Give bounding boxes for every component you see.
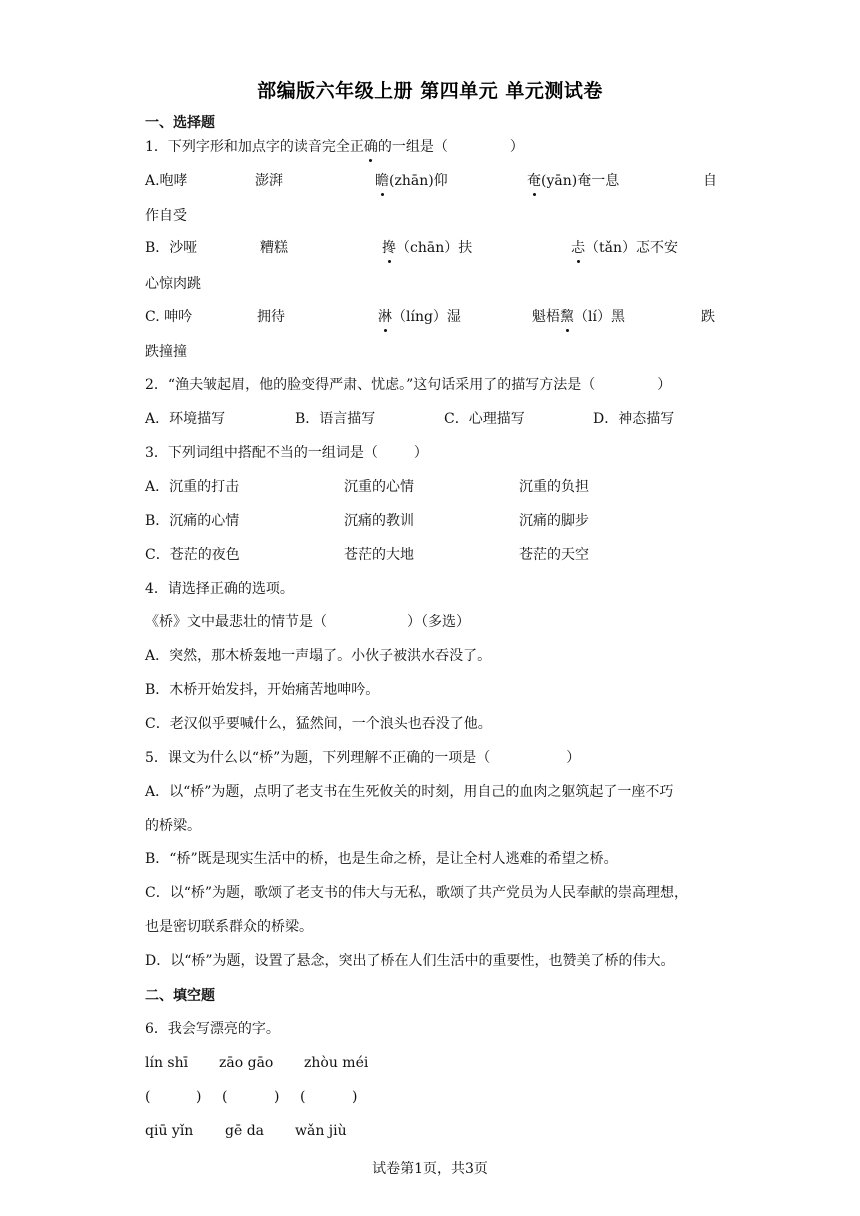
q1-option-c-word1: C. 呻吟 — [145, 309, 193, 325]
q1-option-a-word1: A.咆哮 — [145, 173, 188, 189]
pinyin-item: qiū yǐn — [145, 1123, 194, 1139]
page-footer: 试卷第1页，共3页 — [372, 1161, 488, 1177]
pinyin-item: gē da — [225, 1123, 265, 1139]
pinyin-item: lín shī — [145, 1055, 189, 1071]
pinyin-item: zhòu méi — [304, 1055, 369, 1071]
question-4-stem: 4．请选择正确的选项。 — [145, 581, 294, 597]
q1-option-b-continuation: 心惊肉跳 — [145, 276, 201, 292]
q1-option-c-word2: 拥待 — [257, 309, 285, 325]
question-5-stem: 5．课文为什么以“桥”为题，下列理解不正确的一项是（ ） — [145, 750, 581, 766]
q1-option-c-word5: 跌 — [701, 309, 715, 325]
q5-option-a-line1: A．以“桥”为题，点明了老支书在生死攸关的时刻，用自己的血肉之躯筑起了一座不巧 — [145, 784, 674, 800]
q3-option-c-word2: 苍茫的大地 — [344, 547, 414, 563]
writing-box-open-paren: ( — [222, 1089, 228, 1105]
q5-option-c-line2: 也是密切联系群众的桥梁。 — [145, 919, 313, 935]
question-2-stem: 2．“渔夫皱起眉，他的脸变得严肃、忧虑。”这句话采用了的描写方法是（ ） — [145, 377, 672, 393]
section-heading-choice: 一、选择题 — [145, 115, 215, 131]
q4-option-c: C．老汉似乎要喊什么，猛然间，一个浪头也吞没了他。 — [145, 716, 492, 732]
q3-option-c-word1: C．苍茫的夜色 — [145, 547, 240, 563]
q1-option-a-word4: 奄(yān)奄一息 — [527, 173, 620, 189]
question-3-stem: 3．下列词组中搭配不当的一组词是（ ） — [145, 445, 428, 461]
page-title: 部编版六年级上册 第四单元 单元测试卷 — [257, 80, 603, 102]
q1-option-b-word3: 搀（chān）扶 — [382, 240, 473, 256]
question-1-stem: 1．下列字形和加点字的读音完全正确的一组是（ ） — [145, 139, 524, 155]
q3-option-a-word3: 沉重的负担 — [519, 479, 589, 495]
q1-option-c-word4: 魁梧黧（lí）黑 — [532, 309, 625, 325]
q1-option-b-word1: B．沙哑 — [145, 240, 198, 256]
q3-option-b-word1: B．沉痛的心情 — [145, 513, 240, 529]
pinyin-item: zāo gāo — [219, 1055, 274, 1071]
q3-option-a-word2: 沉重的心情 — [344, 479, 414, 495]
writing-box-close-paren: ) — [274, 1089, 280, 1105]
q1-option-a-word5: 自 — [703, 173, 717, 189]
q2-option-a: A．环境描写 — [145, 411, 226, 427]
q3-option-b-word2: 沉痛的教训 — [344, 513, 414, 529]
writing-box-open-paren: ( — [300, 1089, 306, 1105]
q4-option-b: B．木桥开始发抖，开始痛苦地呻吟。 — [145, 682, 380, 698]
q4-option-a: A．突然，那木桥轰地一声塌了。小伙子被洪水吞没了。 — [145, 648, 492, 664]
q2-option-c: C．心理描写 — [444, 411, 525, 427]
q1-option-c-word3: 淋（líng）湿 — [378, 309, 461, 325]
q1-option-a-word2: 澎湃 — [255, 173, 283, 189]
q5-option-d: D．以“桥”为题，设置了悬念，突出了桥在人们生活中的重要性，也赞美了桥的伟大。 — [145, 953, 675, 969]
q1-option-b-word4: 忐（tǎn）忑不安 — [571, 240, 678, 256]
q3-option-c-word3: 苍茫的天空 — [519, 547, 589, 563]
q3-option-b-word3: 沉痛的脚步 — [519, 513, 589, 529]
question-4-subquestion: 《桥》文中最悲壮的情节是（ ）（多选） — [145, 614, 470, 630]
writing-box-open-paren: ( — [145, 1089, 151, 1105]
q1-option-a-continuation: 作自受 — [145, 208, 187, 224]
pinyin-item: wǎn jiù — [295, 1123, 347, 1139]
q5-option-a-line2: 的桥梁。 — [145, 818, 201, 834]
q1-option-b-word2: 糟糕 — [260, 240, 288, 256]
q5-option-c-line1: C．以“桥”为题，歌颂了老支书的伟大与无私，歌颂了共产党员为人民奉献的崇高理想， — [145, 885, 689, 901]
writing-box-close-paren: ) — [352, 1089, 358, 1105]
section-heading-fill: 二、填空题 — [145, 988, 215, 1004]
dotted-char: 确 — [363, 139, 378, 155]
q3-option-a-word1: A．沉重的打击 — [145, 479, 240, 495]
q1-option-c-continuation: 跌撞撞 — [145, 344, 187, 360]
q5-option-b: B．“桥”既是现实生活中的桥，也是生命之桥，是让全村人逃难的希望之桥。 — [145, 851, 618, 867]
q2-option-b: B．语言描写 — [295, 411, 376, 427]
question-6-stem: 6．我会写漂亮的字。 — [145, 1021, 280, 1037]
q1-option-a-word3: 瞻(zhān)仰 — [375, 173, 448, 189]
q2-option-d: D．神态描写 — [593, 411, 675, 427]
writing-box-close-paren: ) — [196, 1089, 202, 1105]
